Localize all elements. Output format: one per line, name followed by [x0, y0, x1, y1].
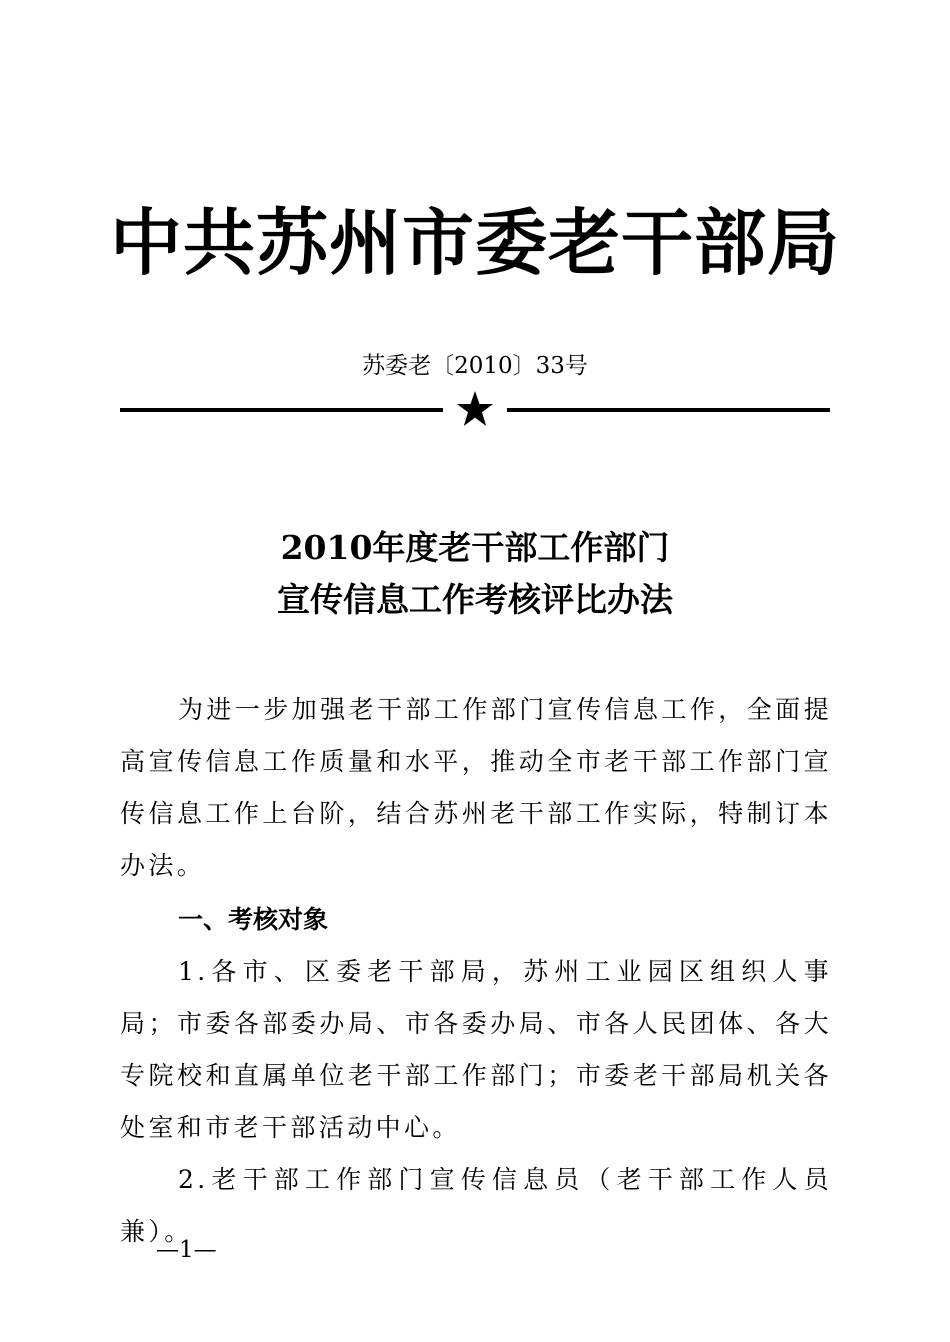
document-title-line-2: 宣传信息工作考核评比办法: [277, 580, 673, 619]
page-number: —1—: [156, 1237, 217, 1263]
star-icon: [455, 389, 495, 429]
header-rule-right: [507, 408, 830, 412]
intro-paragraph: 为进一步加强老干部工作部门宣传信息工作，全面提高宣传信息工作质量和水平，推动全市老干部工作部门宣传信息工作上台阶，结合苏州老干部工作实际，特制订本办法。: [120, 695, 832, 880]
issuing-organization-title: 中共苏州市委老干部局: [109, 201, 840, 285]
item-2-paragraph: 2.老干部工作部门宣传信息员（老干部工作人员兼）。: [120, 1165, 832, 1246]
section-heading-1: 一、考核对象: [178, 905, 329, 934]
document-number: 苏委老〔2010〕33号: [362, 353, 588, 379]
document-title-line-1: 2010年度老干部工作部门: [280, 528, 670, 567]
item-1-paragraph: 1.各市、区委老干部局，苏州工业园区组织人事局；市委各部委办局、市各委办局、市各人民团体、各大专院校和直属单位老干部工作部门；市委老干部局机关各处室和市老干部活动中心。: [120, 957, 832, 1142]
header-rule-left: [120, 408, 443, 412]
